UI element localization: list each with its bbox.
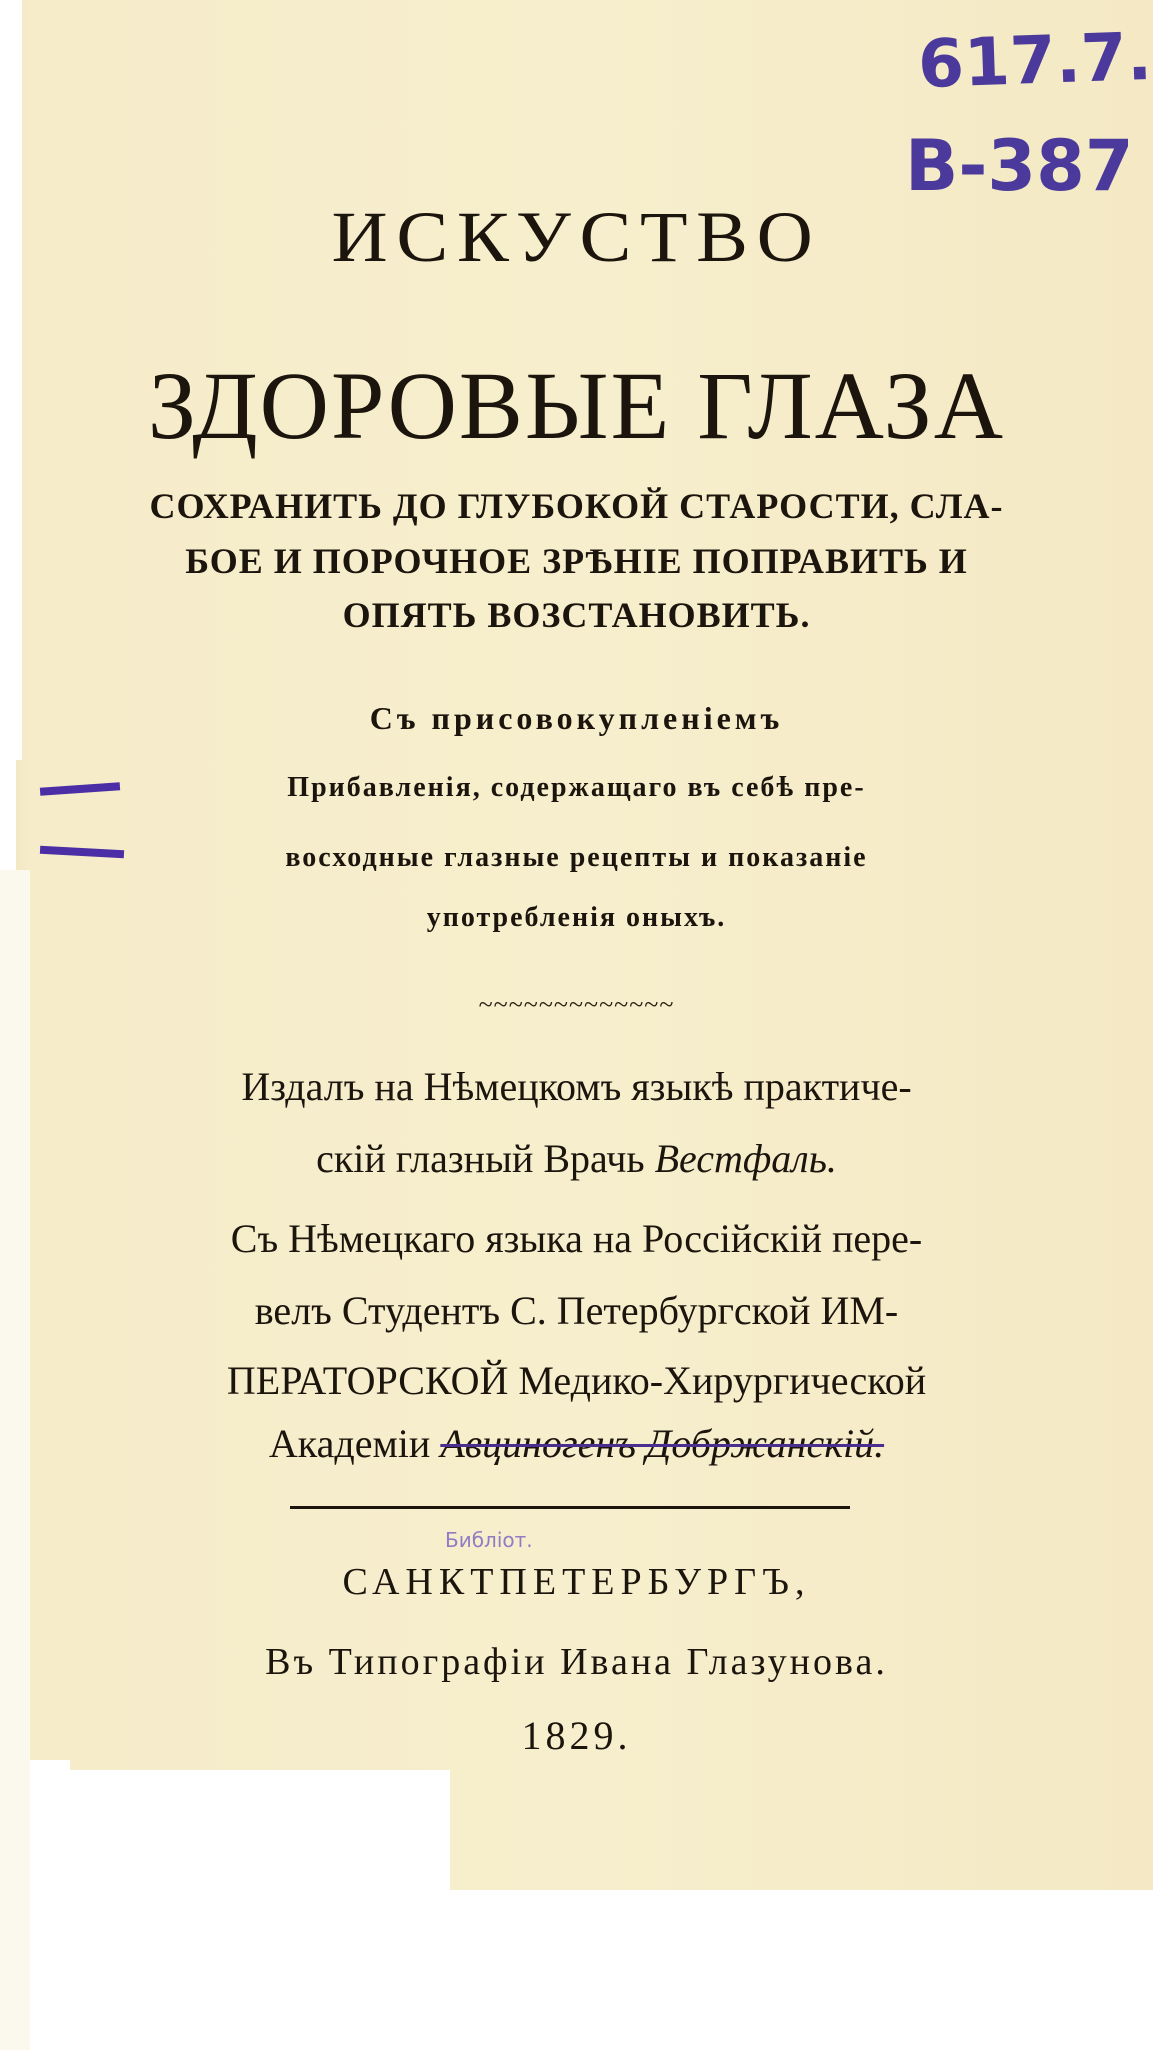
scan-margin-bottom [70,1890,1153,2050]
title-line-1: ИСКУСТВО [331,197,822,277]
credits-line-3: Съ Нѣмецкаго языка на Россійскій пере- [230,1216,923,1261]
appendix-heading: Съ присовокупленіемъ [369,700,784,736]
credits-line-2 [0,1135,1153,1182]
ornament-divider: ~~~~~~~~~~~~~ [478,990,675,1019]
imprint-city: САНКТПЕТЕРБУРГЪ, [342,1561,811,1603]
appendix-line-1: Прибавленія, содержащаго въ себѣ пре- [287,772,866,803]
appendix-line-3: употребленія оныхъ. [426,902,727,933]
credits-line-1: Издалъ на Нѣмецкомъ языкѣ практиче- [241,1064,912,1109]
author-name: Вестфаль. [654,1136,837,1181]
appendix-line-2: восходные глазные рецепты и показаніе [285,842,868,873]
imprint-year: 1829. [521,1713,632,1758]
imprint-press: Въ Типографіи Ивана Глазунова. [265,1641,888,1683]
subtitle-line-1: СОХРАНИТЬ ДО ГЛУБОКОЙ СТАРОСТИ, СЛА- [149,486,1004,526]
library-stamp: Библіот. [445,1528,533,1552]
credits-line-6 [0,1420,1153,1467]
shelfmark-line-2: В-387 [905,125,1134,207]
credits-line-4: велъ Студентъ С. Петербургской ИМ- [254,1288,899,1333]
translator-name: Авциногенъ Добржанскій. [440,1421,885,1466]
subtitle-line-3: ОПЯТЬ ВОЗСТАНОВИТЬ. [342,595,811,635]
credits-line-6-prefix: Академіи [268,1421,431,1466]
title-line-2: ЗДОРОВЫЕ ГЛАЗА [147,352,1006,459]
horizontal-rule [290,1506,850,1509]
shelfmark-line-1: 617.7. [916,17,1153,104]
subtitle-line-2: БОЕ И ПОРОЧНОЕ ЗРѢНІЕ ПОПРАВИТЬ И [185,541,968,581]
credits-line-5: ПЕРАТОРСКОЙ Медико-Хирургической [226,1358,927,1403]
credits-line-2-prefix: скій глазный Врачь [316,1136,645,1181]
